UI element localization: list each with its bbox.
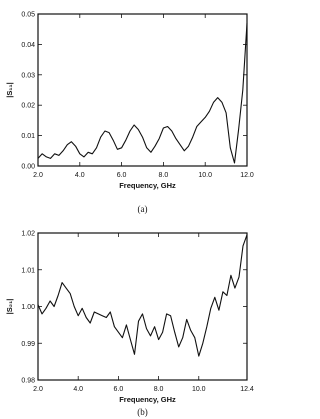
x-tick-label: 10.0 (198, 172, 213, 179)
y-tick-label: 0.04 (21, 41, 35, 49)
chart-panel-a (5, 12, 254, 215)
x-tick-label: 6.0 (113, 386, 124, 393)
y-tick-label: 0.00 (21, 163, 35, 171)
series-line-a (38, 23, 247, 163)
x-tick-label: 8.0 (158, 172, 169, 179)
x-axis-label: Frequency, GHz (119, 181, 176, 190)
x-tick-label: 4.0 (73, 386, 84, 393)
chart-panel-b (5, 231, 254, 418)
x-tick-label: 2.0 (33, 386, 43, 393)
panel-caption: (b) (137, 407, 148, 417)
y-axis-label: |S₁₁| (5, 82, 14, 98)
y-axis-label: |S₂₁| (5, 298, 14, 315)
y-tick-label: 0.03 (21, 72, 35, 80)
y-tick-label: 0.98 (21, 377, 35, 385)
x-axis-label: Frequency, GHz (119, 395, 176, 404)
y-tick-label: 0.02 (21, 102, 35, 110)
x-tick-label: 12.0 (240, 172, 254, 179)
y-tick-label: 1.00 (21, 304, 35, 311)
y-tick-label: 1.02 (21, 230, 35, 238)
x-tick-label: 6.0 (116, 172, 127, 179)
x-tick-label: 10.0 (191, 386, 206, 393)
x-tick-label: 8.0 (153, 386, 164, 393)
y-tick-label: 0.99 (21, 340, 35, 348)
x-tick-label: 12.4 (240, 386, 254, 393)
y-tick-label: 0.01 (21, 133, 35, 141)
y-tick-label: 0.05 (21, 11, 35, 19)
panel-caption: (a) (137, 204, 148, 214)
x-tick-label: 4.0 (74, 172, 85, 179)
y-tick-label: 1.01 (21, 267, 35, 275)
series-line-b (38, 235, 247, 356)
plot-frame (38, 233, 247, 380)
x-tick-label: 2.0 (33, 172, 43, 179)
